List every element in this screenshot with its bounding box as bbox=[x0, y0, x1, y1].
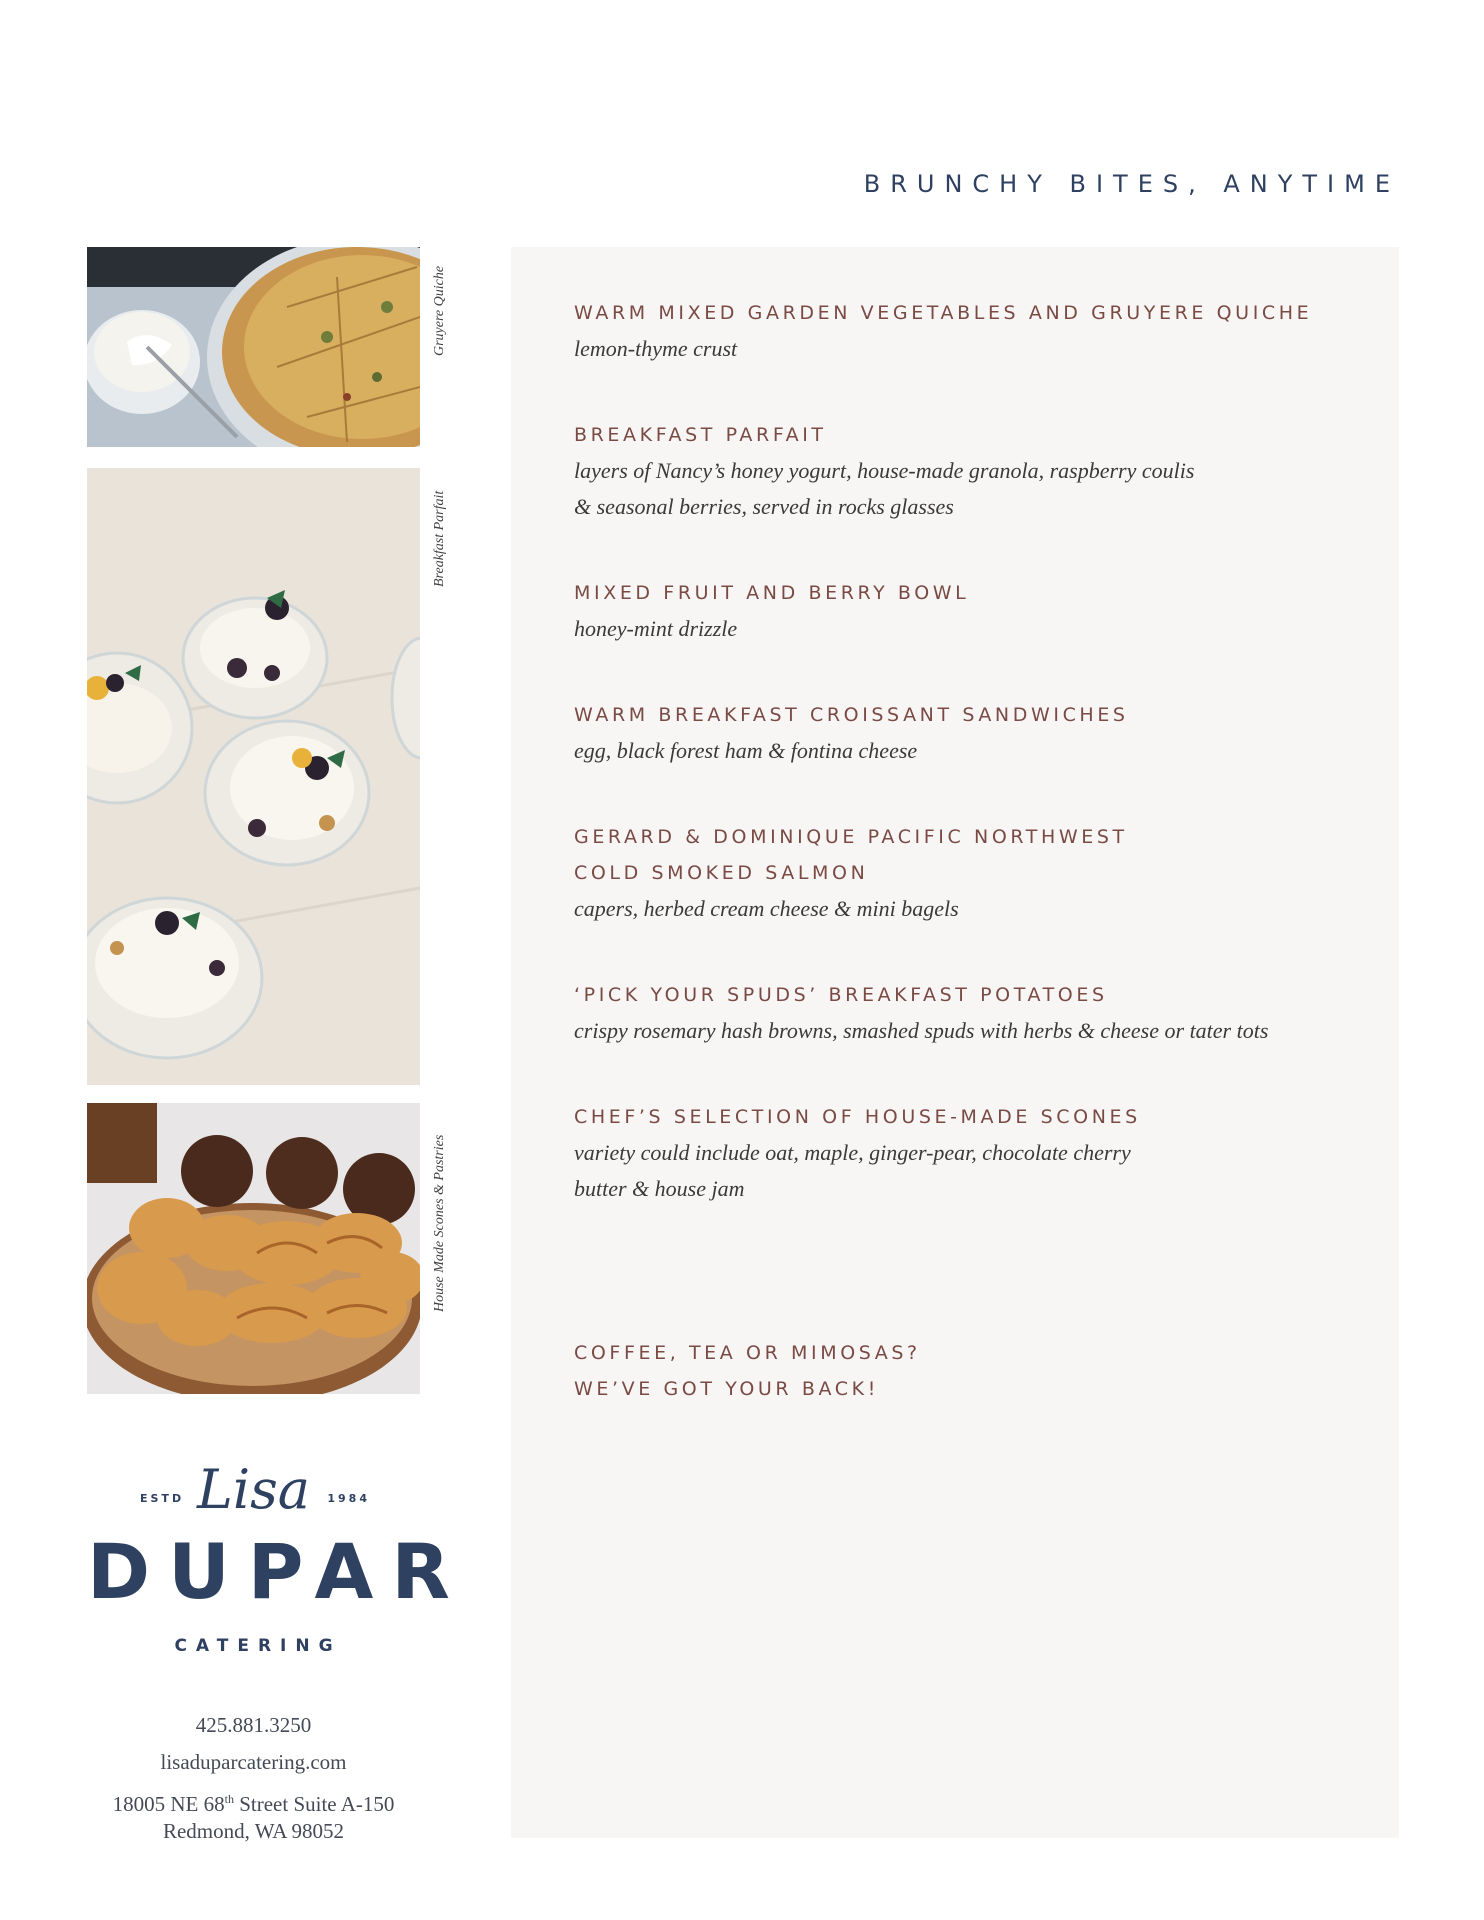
closing-note bbox=[574, 1335, 1379, 1407]
menu-item-desc: crispy rosemary hash browns, smashed spuds with herbs & cheese or tater tots bbox=[574, 1018, 1269, 1043]
photo-caption: Gruyere Quiche bbox=[432, 265, 447, 356]
menu-item-desc: lemon-thyme crust bbox=[574, 336, 738, 361]
menu-item bbox=[574, 417, 1379, 525]
menu-item-title: WARM MIXED GARDEN VEGETABLES AND GRUYERE QUICHE bbox=[574, 302, 1313, 324]
menu-item-title: ‘PICK YOUR SPUDS’ BREAKFAST POTATOES bbox=[574, 984, 1108, 1006]
brand-logo bbox=[87, 1458, 468, 1656]
menu-item-title: BREAKFAST PARFAIT bbox=[574, 424, 827, 446]
street-address: 18005 NE 68th Street Suite A-150 bbox=[112, 1792, 395, 1816]
menu-item-title: COLD SMOKED SALMON bbox=[574, 862, 869, 884]
menu-item-desc: butter & house jam bbox=[574, 1176, 745, 1201]
menu-item bbox=[574, 819, 1379, 927]
menu-item-title: GERARD & DOMINIQUE PACIFIC NORTHWEST bbox=[574, 826, 1128, 848]
city-address: Redmond, WA 98052 bbox=[162, 1819, 345, 1843]
menu-item-desc: egg, black forest ham & fontina cheese bbox=[574, 738, 918, 763]
pastries-photo bbox=[87, 1103, 420, 1394]
website-link[interactable]: lisaduparcatering.com bbox=[160, 1750, 347, 1774]
photo-caption: House Made Scones & Pastries bbox=[432, 1134, 447, 1312]
logo-wordmark: DUPAR bbox=[87, 1527, 468, 1616]
menu-item bbox=[574, 697, 1379, 769]
menu-item-desc: capers, herbed cream cheese & mini bagels bbox=[574, 896, 959, 921]
quiche-photo bbox=[87, 247, 420, 447]
logo-estd: ESTD bbox=[140, 1492, 185, 1505]
closing-line: WE’VE GOT YOUR BACK! bbox=[574, 1378, 879, 1400]
menu-item-desc: variety could include oat, maple, ginger-pear, chocolate cherry bbox=[574, 1140, 1131, 1165]
logo-year: 1984 bbox=[327, 1492, 370, 1505]
menu-item-desc: & seasonal berries, served in rocks glasses bbox=[574, 494, 954, 519]
logo-script: Lisa bbox=[196, 1458, 311, 1521]
closing-line: COFFEE, TEA OR MIMOSAS? bbox=[574, 1342, 921, 1364]
contact-block bbox=[87, 1712, 420, 1845]
menu-item-desc: honey-mint drizzle bbox=[574, 616, 738, 641]
menu-item-title: WARM BREAKFAST CROISSANT SANDWICHES bbox=[574, 704, 1129, 726]
menu-item bbox=[574, 575, 1379, 647]
menu-item bbox=[574, 295, 1379, 367]
tagline: BRUNCHY BITES, ANYTIME bbox=[863, 170, 1400, 198]
parfait-photo bbox=[87, 468, 420, 1085]
menu-item bbox=[574, 1099, 1379, 1207]
menu-item bbox=[574, 977, 1379, 1049]
menu-item-title: CHEF’S SELECTION OF HOUSE-MADE SCONES bbox=[574, 1106, 1141, 1128]
menu-panel bbox=[511, 247, 1399, 1838]
phone-number: 425.881.3250 bbox=[195, 1713, 312, 1737]
menu-item-title: MIXED FRUIT AND BERRY BOWL bbox=[574, 582, 970, 604]
menu-item-desc: layers of Nancy’s honey yogurt, house-made granola, raspberry coulis bbox=[574, 458, 1195, 483]
photo-caption: Breakfast Parfait bbox=[432, 490, 447, 587]
logo-subtitle: CATERING bbox=[174, 1636, 342, 1656]
